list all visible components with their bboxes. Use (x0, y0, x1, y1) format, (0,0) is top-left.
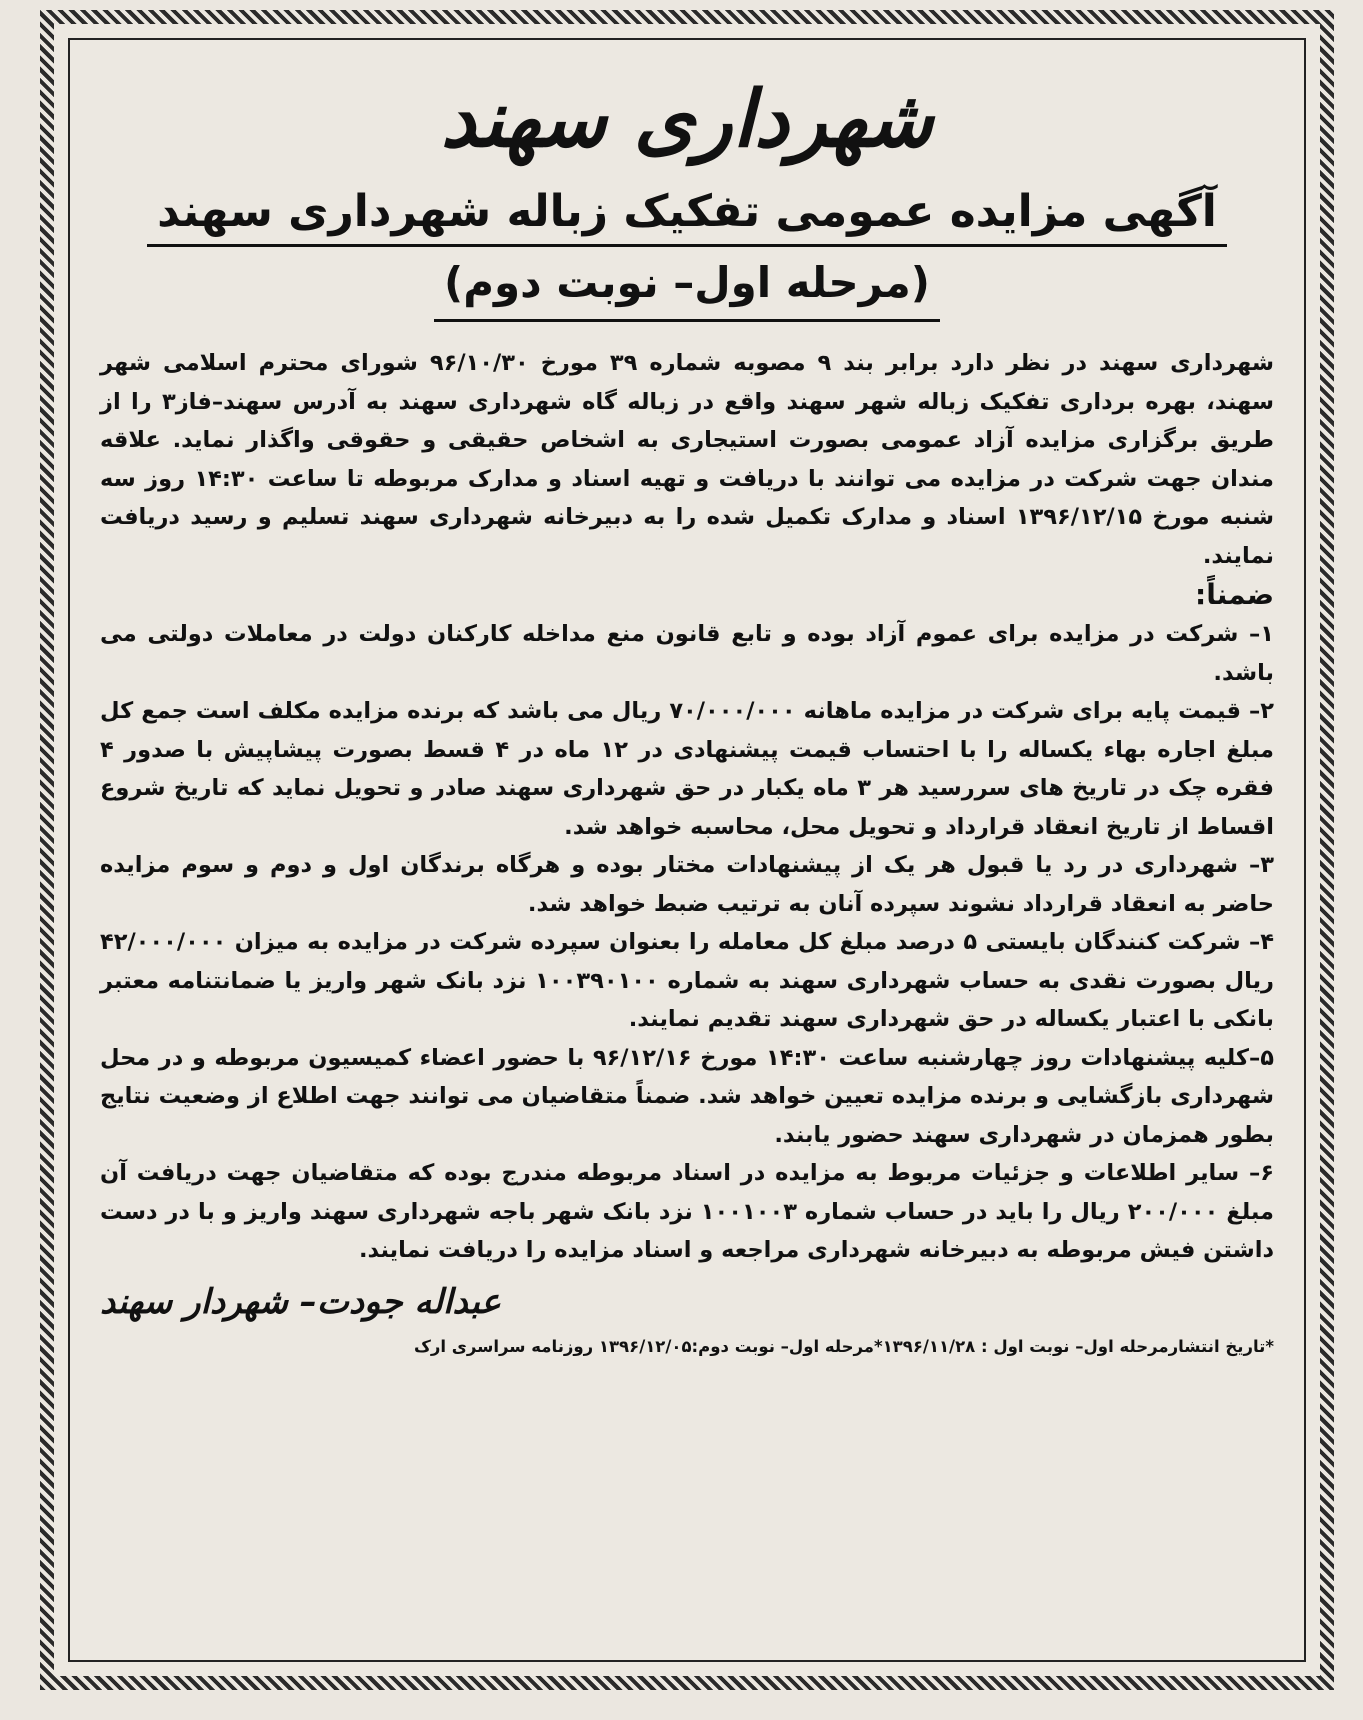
list-item: ۵–کلیه پیشنهادات روز چهارشنبه ساعت ۱۴:۳۰ مورخ ۹۶/۱۲/۱۶ با حضور اعضاء کمیسیون مربوطه و در محل شهرداری بازگشایی و برنده مزایده تعیین خواهد شد. ضمناً متقاضیان می توانند جهت اطلاع از وضعیت نتایج بطور همزمان در شهرداری سهند حضور یابند. (100, 1044, 1274, 1148)
municipality-title: شهرداری سهند (440, 75, 934, 165)
ad-border-frame (40, 10, 1334, 1690)
list-item: ۳– شهرداری در رد یا قبول هر یک از پیشنهادات مختار بوده و هرگاه برندگان اول و دوم و سوم مزایده حاضر به انعقاد قرارداد نشوند سپرده آنان به ترتیب ضبط خواهد شد. (100, 852, 1274, 917)
notes-heading: ضمناً: (1195, 578, 1274, 611)
list-item: ۲– قیمت پایه برای شرکت در مزایده ماهانه ۷۰/۰۰۰/۰۰۰ ریال می باشد که برنده مزایده مکلف است جمع کل مبلغ اجاره بهاء یکساله را با احتساب قیمت پیشنهادی در ۱۲ ماه در ۴ قسط بصورت پیشاپیش با صدور ۴ فقره چک در تاریخ های سررسید هر ۳ ماه یکبار در حق شهرداری سهند صادر و تحویل نماید که تاریخ شروع اقساط از تاریخ انعقاد قرارداد و تحویل محل، محاسبه خواهد شد. (100, 698, 1275, 840)
auction-subtitle: آگهی مزایده عمومی تفکیک زباله شهرداری سهند (147, 182, 1227, 247)
publication-dates: *تاریخ انتشارمرحله اول– نوبت اول : ۱۳۹۶/۱۱/۲۸*مرحله اول– نوبت دوم:۱۳۹۶/۱۲/۰۵ روزنامه سراسری ارک (413, 1336, 1274, 1356)
ad-body (100, 344, 1274, 1270)
list-item: ۴– شرکت کنندگان بایستی ۵ درصد مبلغ کل معامله را بعنوان سپرده شرکت در مزایده به میزان ۴۲/۰۰۰/۰۰۰ ریال بصورت نقدی به حساب شهرداری سهند به شماره ۱۰۰۳۹۰۱۰۰ نزد بانک شهر واریز یا ضمانتنامه معتبر بانکی با اعتبار یکساله در حق شهرداری سهند تقدیم نمایند. (100, 929, 1274, 1032)
ad-inner-border (68, 38, 1306, 1662)
phase-label: (مرحله اول– نوبت دوم) (434, 251, 940, 322)
ad-content (100, 40, 1274, 1660)
intro-paragraph: شهرداری سهند در نظر دارد برابر بند ۹ مصوبه شماره ۳۹ مورخ ۹۶/۱۰/۳۰ شورای محترم اسلامی شهر سهند، بهره برداری تفکیک زباله شهر سهند واقع در زباله گاه شهرداری سهند به آدرس سهند–فاز۳ را از طریق برگزاری مزایده آزاد عمومی بصورت استیجاری به اشخاص حقیقی و حقوقی واگذار نماید. علاقه مندان جهت شرکت در مزایده می توانند با دریافت و تهیه اسناد و مدارک مربوطه تا ساعت ۱۴:۳۰ روز سه شنبه مورخ ۱۳۹۶/۱۲/۱۵ اسناد و مدارک تکمیل شده را به دبیرخانه شهرداری سهند تسلیم و رسید دریافت نمایند. (100, 350, 1274, 569)
mayor-signature: عبداله جودت– شهردار سهند (100, 1281, 501, 1322)
list-item: ۱– شرکت در مزایده برای عموم آزاد بوده و تابع قانون منع مداخله کارکنان دولت در معاملات دولتی می باشد. (100, 621, 1274, 686)
list-item: ۶– سایر اطلاعات و جزئیات مربوط به مزایده در اسناد مربوطه مندرج بوده که متقاضیان جهت دریافت آن مبلغ ۲۰۰/۰۰۰ ریال را باید در حساب شماره ۱۰۰۱۰۰۳ نزد بانک شهر باجه شهرداری سهند واریز و با در دست داشتن فیش مربوطه به دبیرخانه شهرداری مراجعه و اسناد مزایده را دریافت نمایند. (100, 1160, 1274, 1263)
